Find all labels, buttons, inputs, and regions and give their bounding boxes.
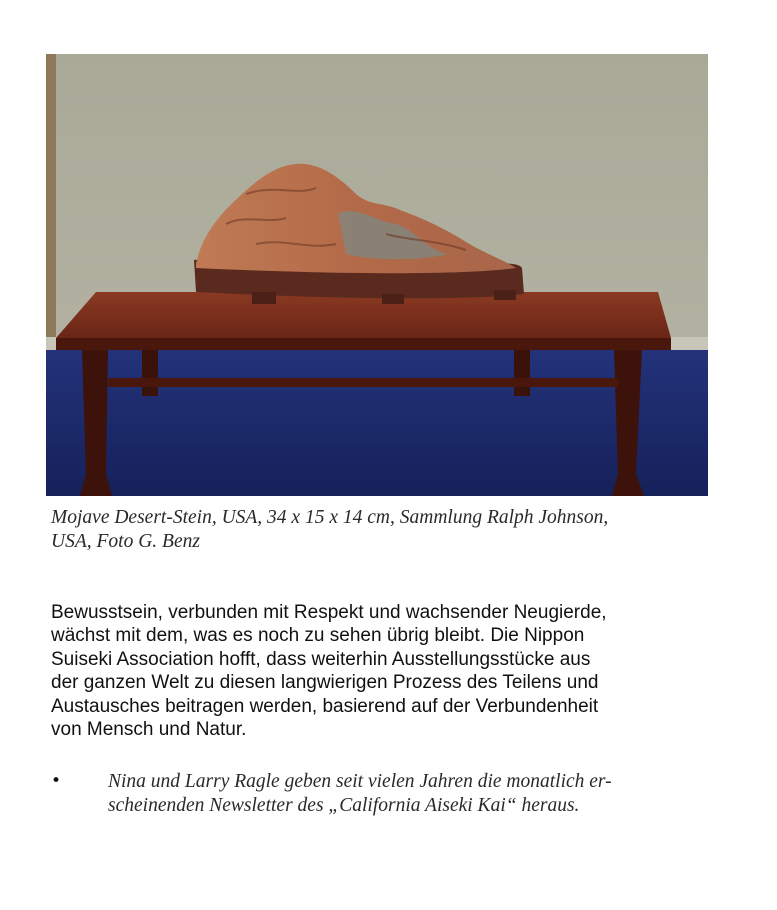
footnote-line: scheinenden Newsletter des „California Aiseki Kai“ heraus. bbox=[108, 795, 580, 816]
photo-caption bbox=[51, 506, 731, 554]
table-leg-back-right bbox=[514, 350, 530, 396]
daiza-foot bbox=[382, 294, 404, 304]
bullet-icon: • bbox=[51, 771, 62, 791]
daiza-foot bbox=[252, 292, 276, 304]
table-top bbox=[56, 292, 671, 338]
footnote-line: Nina und Larry Ragle geben seit vielen Jahren die monatlich er- bbox=[108, 771, 612, 792]
suiseki-photo-illustration bbox=[46, 54, 708, 496]
body-line: wächst mit dem, was es noch zu sehen übrig bleibt. Die Nippon bbox=[51, 625, 585, 647]
table-edge bbox=[56, 338, 671, 350]
table-leg-back-left bbox=[142, 350, 158, 396]
body-paragraph bbox=[51, 601, 751, 741]
body-line: Austausches beitragen werden, basierend auf der Verbundenheit bbox=[51, 695, 599, 717]
body-line: der ganzen Welt zu diesen langwierigen Prozess des Teilens und bbox=[51, 672, 599, 694]
daiza-foot bbox=[494, 290, 516, 300]
caption-line: Mojave Desert-Stein, USA, 34 x 15 x 14 cm, Sammlung Ralph Johnson, bbox=[51, 507, 609, 528]
body-line: von Mensch und Natur. bbox=[51, 719, 247, 741]
body-line: Suiseki Association hofft, dass weiterhin Ausstellungsstücke aus bbox=[51, 648, 591, 670]
body-line: Bewusstsein, verbunden mit Respekt und wachsender Neugierde, bbox=[51, 602, 607, 623]
suiseki-photo bbox=[46, 54, 708, 496]
footnote-text bbox=[108, 770, 728, 818]
wall-edge bbox=[46, 54, 56, 354]
table-stretcher bbox=[108, 378, 618, 387]
footnote-bullet-item bbox=[51, 770, 741, 830]
caption-line: USA, Foto G. Benz bbox=[51, 531, 200, 552]
